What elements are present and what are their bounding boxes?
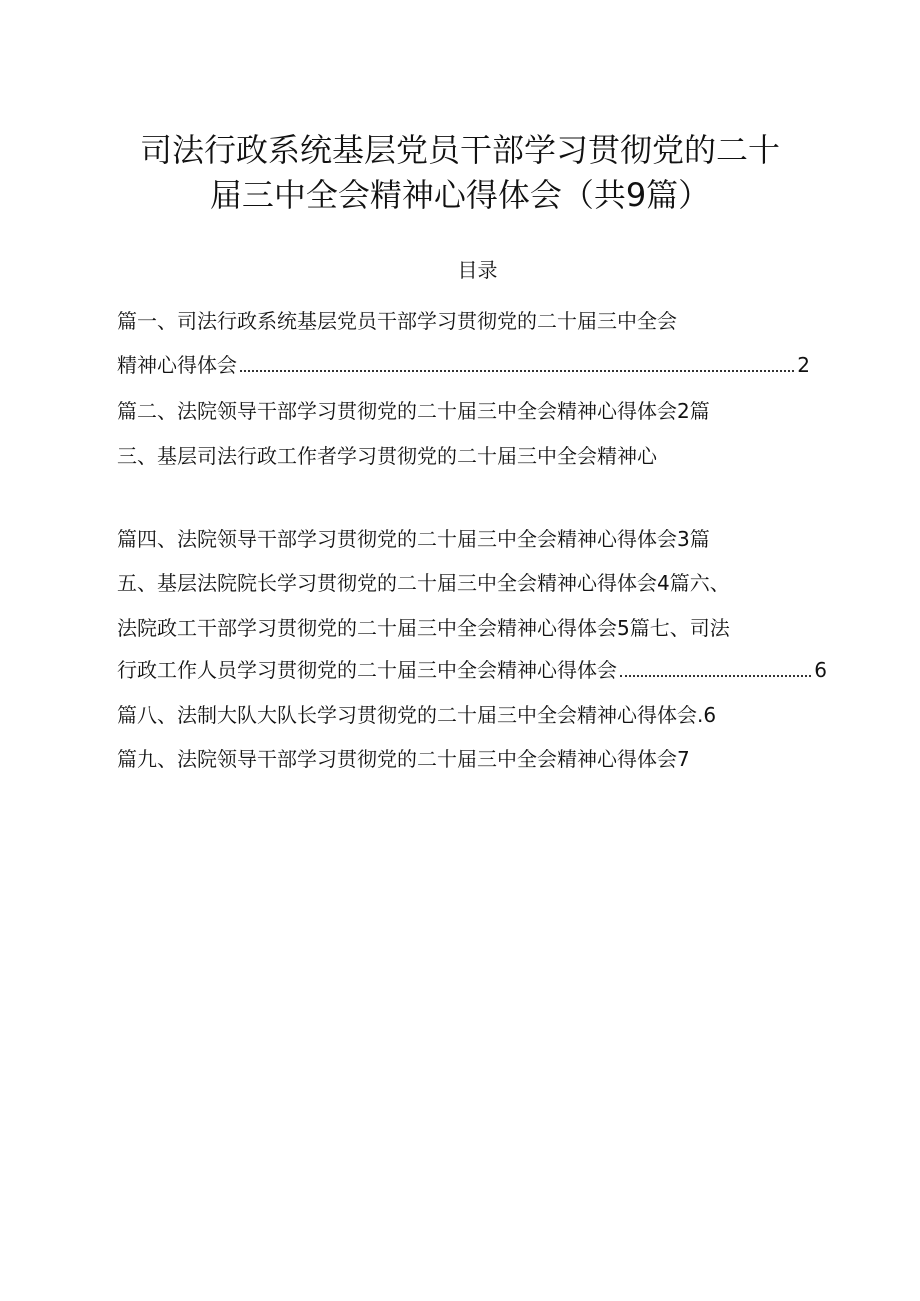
toc-entry-2[interactable]: [117, 396, 827, 426]
toc-page-number: 6: [814, 658, 827, 682]
toc-entry-7[interactable]: [117, 655, 827, 685]
toc-entry-text: 篇九、法院领导干部学习贯彻党的二十届三中全会精神心得体会7: [117, 747, 690, 771]
toc-entry-4[interactable]: [117, 524, 827, 554]
toc-entry-3[interactable]: [117, 441, 827, 471]
toc-entry-1[interactable]: [117, 306, 827, 336]
toc-entry-text: 五、基层法院院长学习贯彻党的二十届三中全会精神心得体会4篇六、: [117, 571, 730, 595]
toc-entry-text: 法院政工干部学习贯彻党的二十届三中全会精神心得体会5篇七、司法: [117, 616, 730, 640]
toc-entry-9[interactable]: [117, 744, 827, 774]
toc-entry-text: 三、基层司法行政工作者学习贯彻党的二十届三中全会精神心: [117, 444, 657, 468]
toc-page-number: 2: [797, 353, 810, 377]
toc-entry-5[interactable]: [117, 568, 827, 598]
toc-entry-text: 行政工作人员学习贯彻党的二十届三中全会精神心得体会: [117, 658, 617, 682]
toc-page-number: .6: [697, 703, 717, 727]
dot-leader: [240, 370, 794, 372]
toc-entry-text: 篇四、法院领导干部学习贯彻党的二十届三中全会精神心得体会3篇: [117, 527, 710, 551]
toc-heading: 目录: [457, 258, 498, 282]
toc-entry-text: 篇八、法制大队大队长学习贯彻党的二十届三中全会精神心得体会: [117, 703, 697, 727]
dot-leader: [620, 675, 811, 677]
toc-entry-text: 篇二、法院领导干部学习贯彻党的二十届三中全会精神心得体会2篇: [117, 399, 710, 423]
document-title-line-2: 届三中全会精神心得体会（共9篇）: [209, 176, 711, 214]
toc-entry-6[interactable]: [117, 613, 827, 643]
toc-entry-text: 精神心得体会: [117, 353, 237, 377]
document-title-line-1: 司法行政系统基层党员干部学习贯彻党的二十: [139, 131, 780, 169]
toc-entry-1-continued[interactable]: [117, 350, 810, 380]
toc-entry-8[interactable]: [117, 700, 810, 730]
toc-entry-text: 篇一、司法行政系统基层党员干部学习贯彻党的二十届三中全会: [117, 309, 677, 333]
